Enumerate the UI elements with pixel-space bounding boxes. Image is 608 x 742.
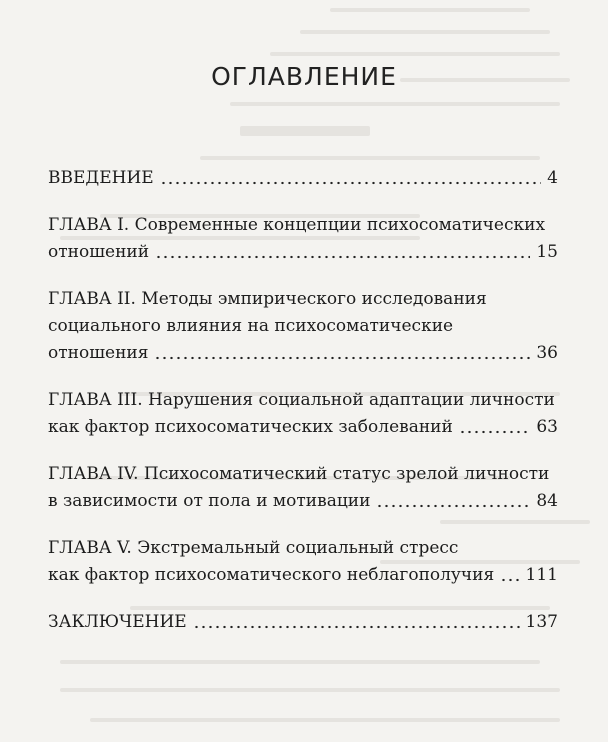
toc-page-number: 4 [547,168,558,188]
toc-entry-chapter-5[interactable] [48,535,558,589]
toc-entry-title-line: в зависимости от пола и мотивации [48,491,371,511]
toc-entry-last-line [48,562,558,589]
toc-page-number: 15 [536,242,558,262]
toc-entry-title-line: ГЛАВА IV. Психосоматический статус зрелой личности [48,464,550,484]
toc-entry-introduction[interactable] [48,165,558,192]
toc-entry-chapter-4[interactable] [48,461,558,515]
toc-entry-title: ЗАКЛЮЧЕНИЕ [48,612,187,632]
toc-entry-title-line: социального влияния на психосоматические [48,316,454,336]
toc-entry-title: ВВЕДЕНИЕ [48,168,154,188]
toc-page-number: 137 [525,612,558,632]
toc-entry-last-line [48,609,558,636]
dot-leader [376,504,530,508]
toc-entry-last-line [48,165,558,192]
toc-entry-chapter-1[interactable] [48,212,558,266]
dot-leader [160,181,541,185]
toc-entry-conclusion[interactable] [48,609,558,636]
toc-entry-title-line: как фактор психосоматических заболеваний [48,417,453,437]
toc-entry-title-line: ГЛАВА V. Экстремальный социальный стресс [48,538,459,558]
toc-entry-last-line [48,488,558,515]
toc-entry-title-line: ГЛАВА II. Методы эмпирического исследования [48,289,487,309]
toc-page-number: 63 [536,417,558,437]
dot-leader [154,356,530,360]
toc-page-number: 84 [536,491,558,511]
dot-leader [459,430,531,434]
toc-entry-title-line: как фактор психосоматического неблагополучия [48,565,495,585]
toc-entry-last-line [48,414,558,441]
page-title: ОГЛАВЛЕНИЕ [211,62,397,91]
toc-page-number: 36 [536,343,558,363]
toc-entry-last-line [48,239,558,266]
toc-entry-title-line: отношений [48,242,150,262]
toc-entry-title-line: ГЛАВА I. Современные концепции психосоматических [48,215,546,235]
dot-leader [155,255,530,259]
table-of-contents [48,165,558,656]
dot-leader [193,625,520,629]
toc-entry-title-line: ГЛАВА III. Нарушения социальной адаптации личности [48,390,555,410]
toc-page-number: 111 [525,565,558,585]
toc-entry-title-line: отношения [48,343,149,363]
toc-entry-last-line [48,340,558,367]
dot-leader [500,578,519,582]
toc-entry-chapter-3[interactable] [48,387,558,441]
toc-entry-chapter-2[interactable] [48,286,558,367]
